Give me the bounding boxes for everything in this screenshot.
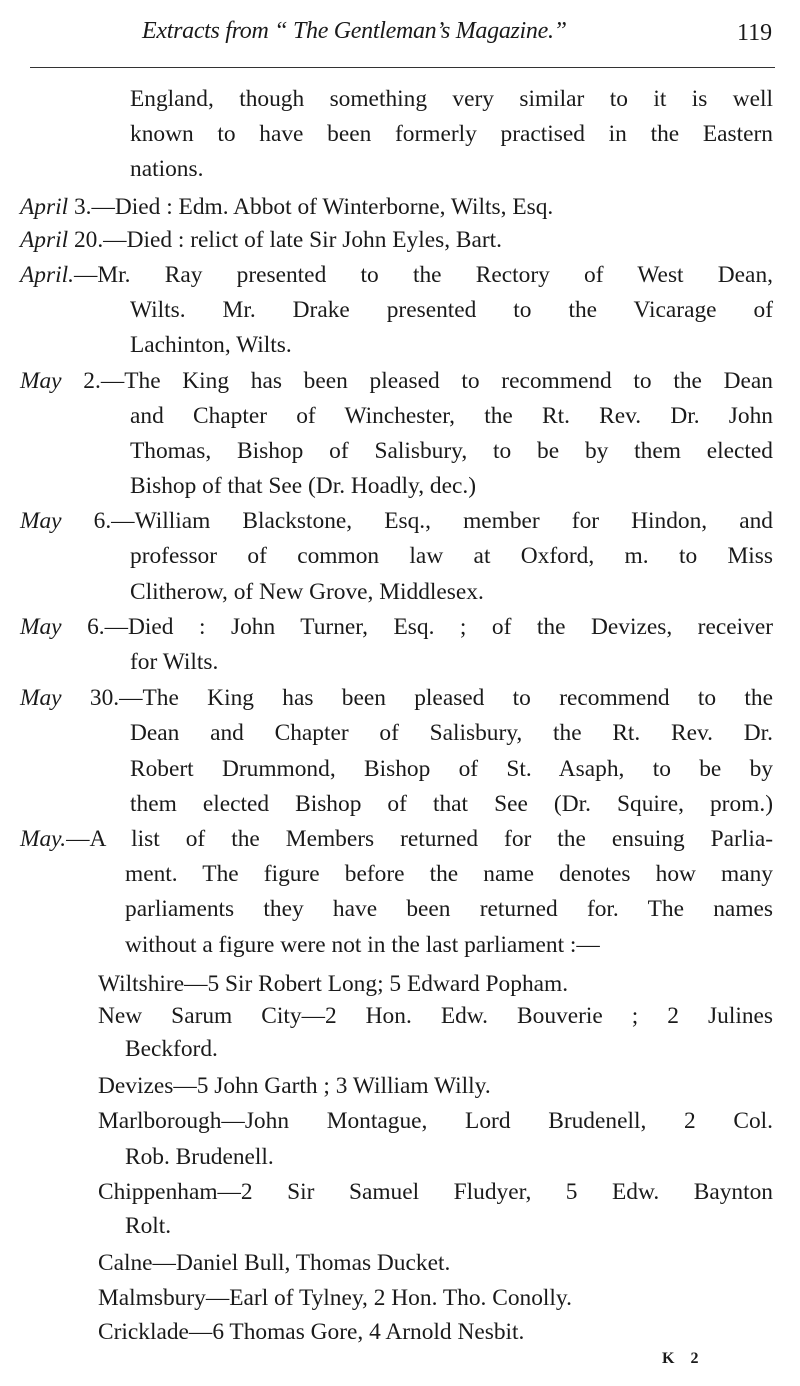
entry-date: May	[20, 508, 62, 534]
entry-line	[20, 192, 773, 222]
text-line: without a figure were not in the last parliament :—	[125, 932, 600, 958]
text-line: Bishop of that See (Dr. Hoadly, dec.)	[130, 473, 477, 499]
entry-line	[20, 824, 773, 854]
entry-line	[20, 366, 773, 396]
entry-date: May	[20, 685, 62, 711]
entry-date: April	[20, 194, 69, 220]
constituency-line: Malmsbury—Earl of Tylney, 2 Hon. Tho. Conolly.	[98, 1285, 572, 1311]
signature-mark: K 2	[662, 1350, 705, 1367]
entry-date: May.	[20, 826, 67, 852]
entry-text: 30.—The King has been pleased to recommend to the	[61, 685, 773, 711]
text-line: known to have been formerly practised in the Eastern	[130, 121, 773, 147]
text-line: England, though something very similar to it is well	[130, 86, 773, 112]
text-line: professor of common law at Oxford, m. to Miss	[130, 543, 773, 569]
constituency-line: Devizes—5 John Garth ; 3 William Willy.	[98, 1073, 491, 1099]
entry-date: May	[20, 614, 62, 640]
entry-date: April	[20, 227, 69, 253]
entry-text: —A list of the Members returned for the ensuing Parlia-	[66, 826, 773, 852]
text-line: ment. The figure before the name denotes how many	[125, 861, 773, 887]
text-line: Rob. Brudenell.	[125, 1144, 274, 1170]
constituency-line: Cricklade—6 Thomas Gore, 4 Arnold Nesbit.	[98, 1319, 525, 1345]
text-line: Lachinton, Wilts.	[130, 332, 292, 358]
text-line: Wilts. Mr. Drake presented to the Vicarage of	[130, 297, 773, 323]
constituency-line: Calne—Daniel Bull, Thomas Ducket.	[98, 1250, 451, 1276]
entry-text: 6.—Died : John Turner, Esq. ; of the Devizes, receiver	[61, 614, 773, 640]
text-line: nations.	[130, 156, 204, 182]
text-line: parliaments they have been returned for. The names	[125, 896, 773, 922]
text-line: Clitherow, of New Grove, Middlesex.	[130, 579, 484, 605]
page-number: 119	[737, 20, 773, 46]
entry-text: 2.—The King has been pleased to recommend to the Dean	[61, 368, 773, 394]
header-rule	[30, 67, 775, 68]
text-line: and Chapter of Winchester, the Rt. Rev. Dr. John	[130, 403, 773, 429]
entry-line	[20, 683, 773, 713]
text-line: Dean and Chapter of Salisbury, the Rt. Rev. Dr.	[130, 720, 773, 746]
text-line: for Wilts.	[130, 649, 219, 675]
text-line: Beckford.	[125, 1036, 218, 1062]
entry-text: 3.—Died : Edm. Abbot of Winterborne, Wilts, Esq.	[68, 194, 554, 220]
text-line: Robert Drummond, Bishop of St. Asaph, to be by	[130, 756, 773, 782]
constituency-line: Wiltshire—5 Sir Robert Long; 5 Edward Popham.	[98, 971, 569, 997]
entry-text: 20.—Died : relict of late Sir John Eyles, Bart.	[68, 227, 503, 253]
entry-text: 6.—William Blackstone, Esq., member for Hindon, and	[61, 508, 773, 534]
text-line: them elected Bishop of that See (Dr. Squire, prom.)	[130, 791, 773, 817]
text-line: Thomas, Bishop of Salisbury, to be by them elected	[130, 438, 773, 464]
entry-line	[20, 260, 773, 290]
text-line: Rolt.	[125, 1213, 172, 1239]
entry-line	[20, 506, 773, 536]
constituency-line: Chippenham—2 Sir Samuel Fludyer, 5 Edw. Baynton	[98, 1179, 773, 1205]
entry-line	[20, 225, 773, 255]
entry-date: April.	[20, 262, 74, 288]
entry-date: May	[20, 368, 62, 394]
constituency-line: New Sarum City—2 Hon. Edw. Bouverie ; 2 Julines	[98, 1003, 773, 1029]
entry-line	[20, 612, 773, 642]
constituency-line: Marlborough—John Montague, Lord Brudenell, 2 Col.	[98, 1108, 773, 1134]
entry-text: —Mr. Ray presented to the Rectory of West Dean,	[73, 262, 773, 288]
running-header-title: Extracts from “ The Gentleman’s Magazine.”	[142, 18, 567, 44]
